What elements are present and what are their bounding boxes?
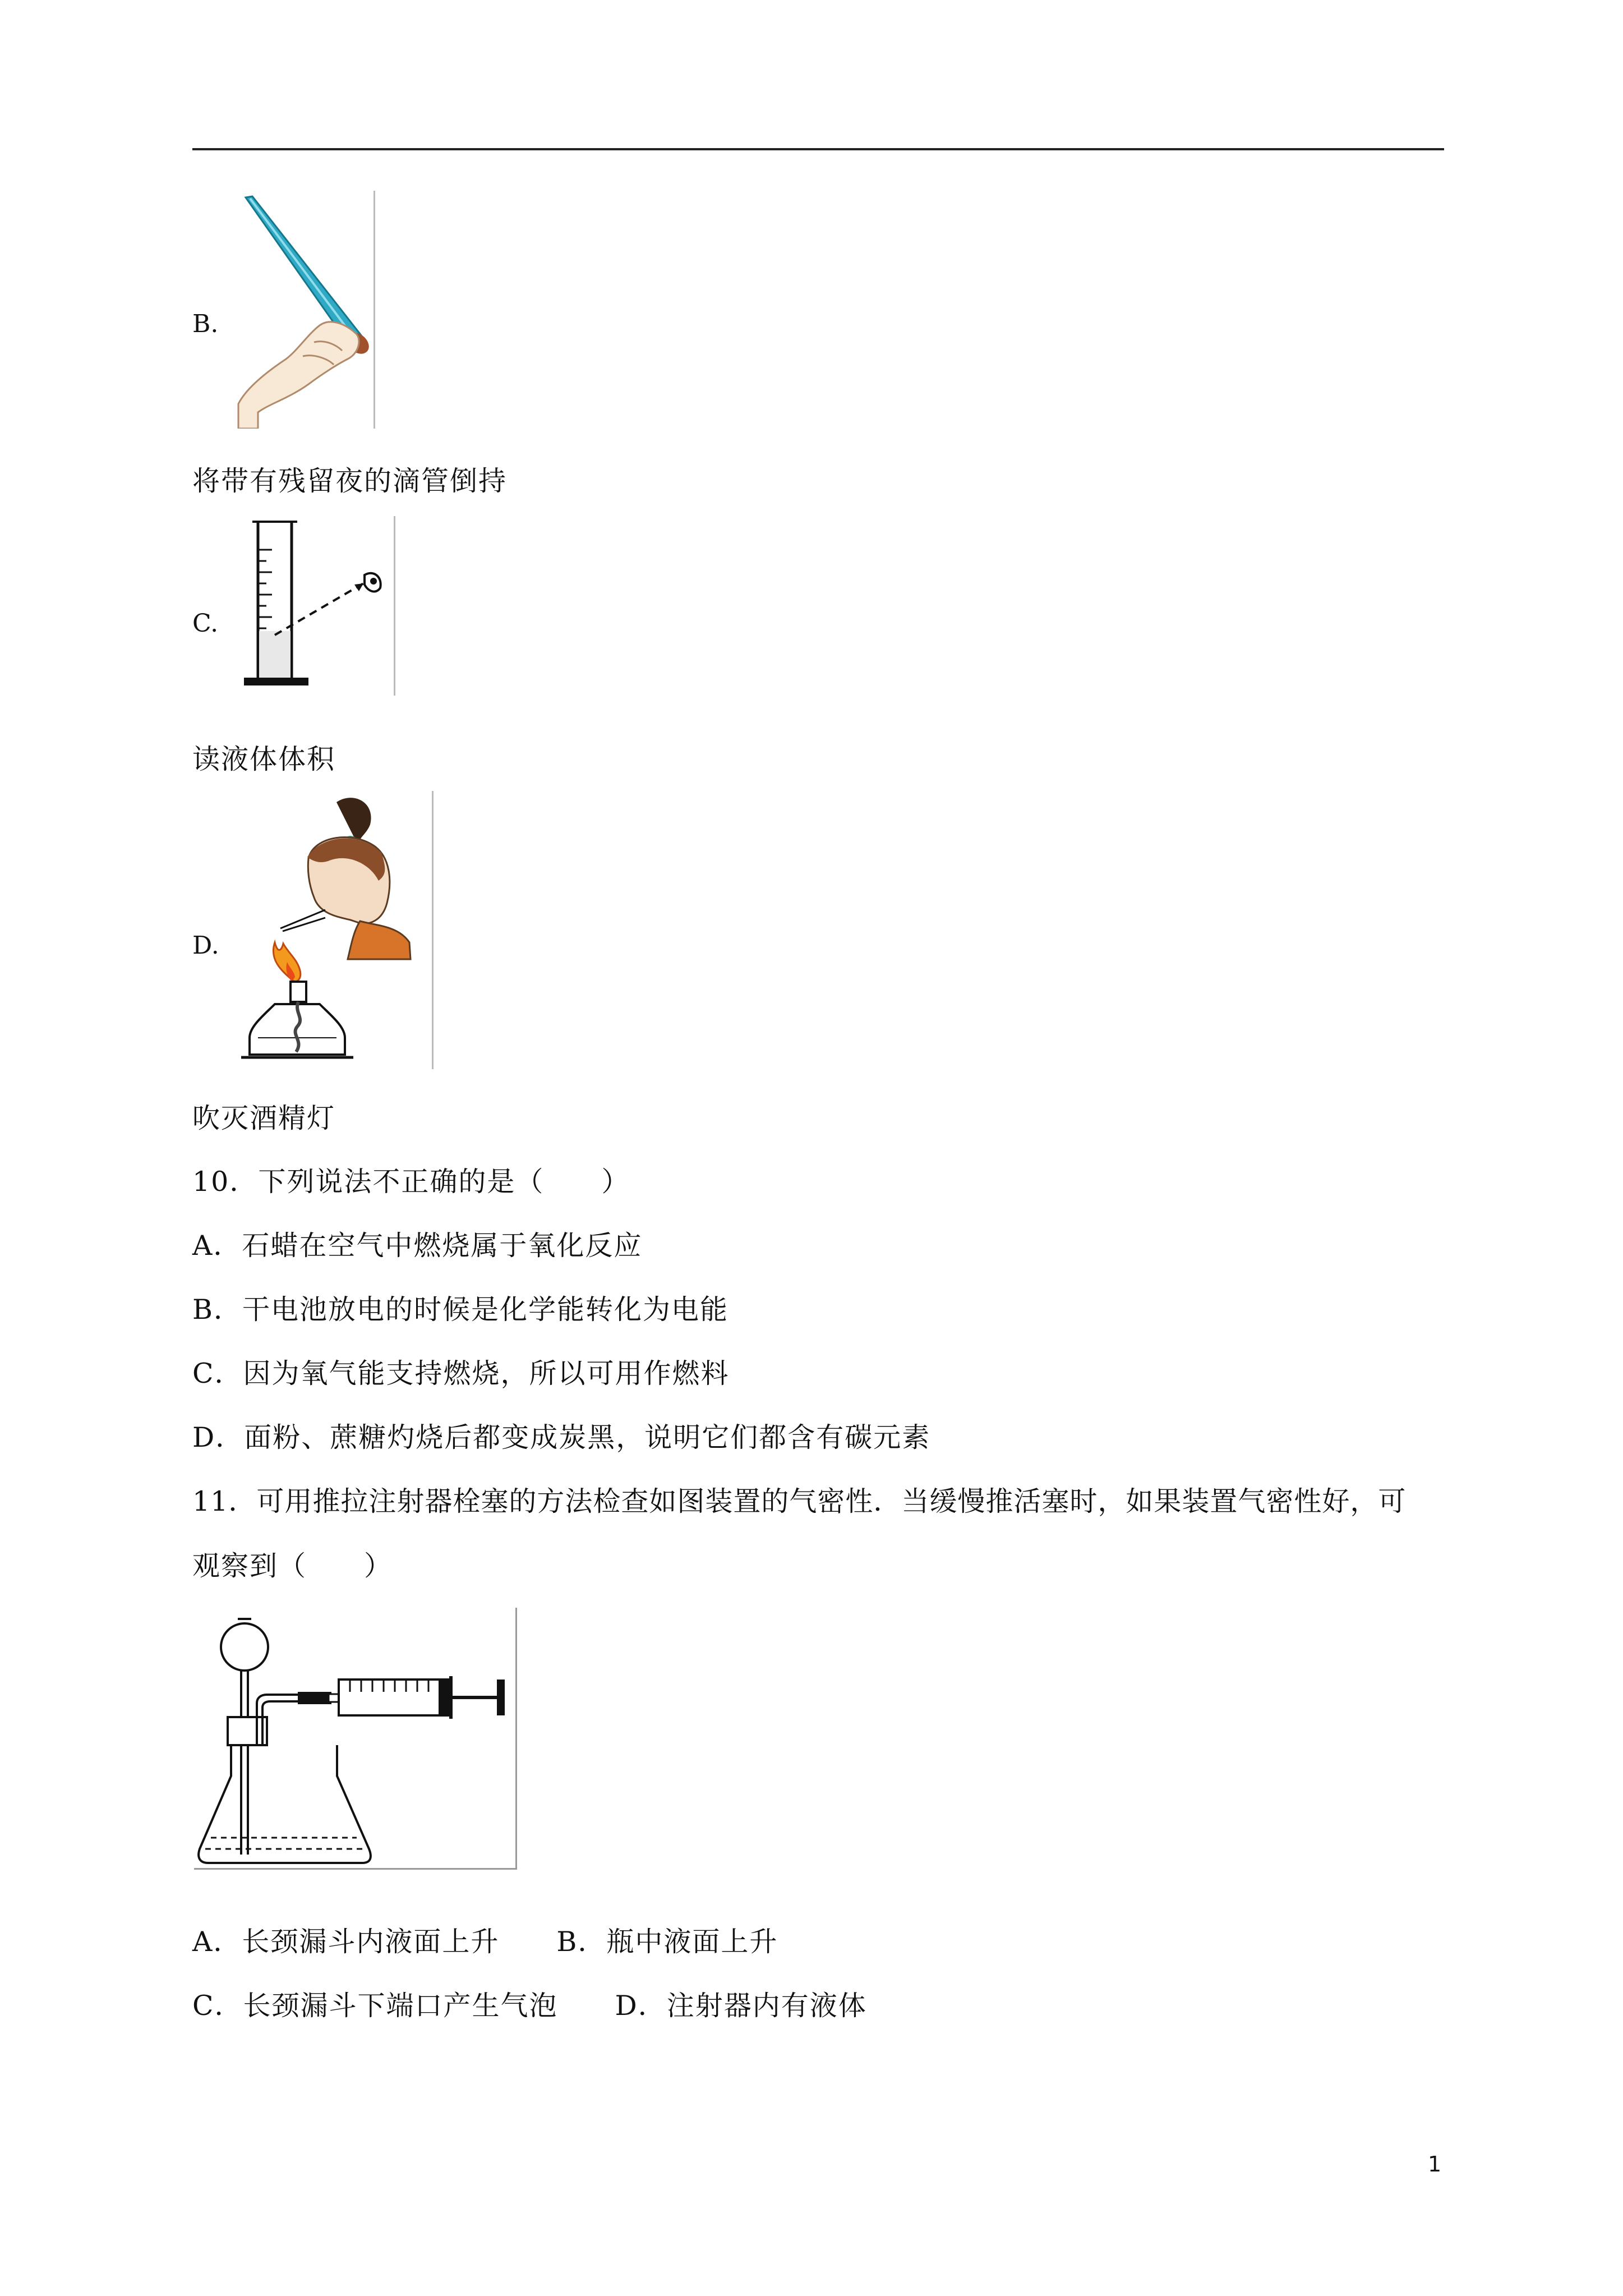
option-b-caption: 将带有残留夜的滴管倒持	[192, 465, 508, 497]
page-number: 1	[1428, 2152, 1442, 2177]
dropper-illustration	[236, 191, 375, 429]
alcohol-lamp-illustration	[236, 791, 434, 1069]
q11-stem-line2: 观察到（ ）	[192, 1550, 393, 1582]
option-b-label: B.	[192, 310, 219, 338]
q10-choice-b: B．干电池放电的时候是化学能转化为电能	[192, 1294, 729, 1326]
q11-stem-line1: 11．可用推拉注射器栓塞的方法检查如图装置的气密性．当缓慢推活塞时，如果装置气密性好，可	[192, 1485, 1407, 1517]
q10-stem: 10．下列说法不正确的是（ ）	[192, 1166, 630, 1198]
option-d-caption: 吹灭酒精灯	[192, 1102, 336, 1134]
q11-choices-row1: A．长颈漏斗内液面上升 B．瓶中液面上升	[192, 1926, 778, 1958]
option-d-label: D.	[192, 931, 219, 960]
q10-choice-d: D．面粉、蔗糖灼烧后都变成炭黑，说明它们都含有碳元素	[192, 1421, 931, 1453]
option-c-label: C.	[192, 609, 219, 638]
q10-choice-c: C．因为氧气能支持燃烧，所以可用作燃料	[192, 1358, 730, 1389]
option-c-caption: 读液体体积	[192, 743, 336, 775]
q10-choice-a: A．石蜡在空气中燃烧属于氧化反应	[192, 1230, 643, 1262]
header-rule	[192, 148, 1444, 150]
syringe-apparatus-illustration	[194, 1608, 517, 1870]
graduated-cylinder-illustration	[236, 516, 395, 696]
q11-choices-row2: C．长颈漏斗下端口产生气泡 D．注射器内有液体	[192, 1990, 867, 2022]
